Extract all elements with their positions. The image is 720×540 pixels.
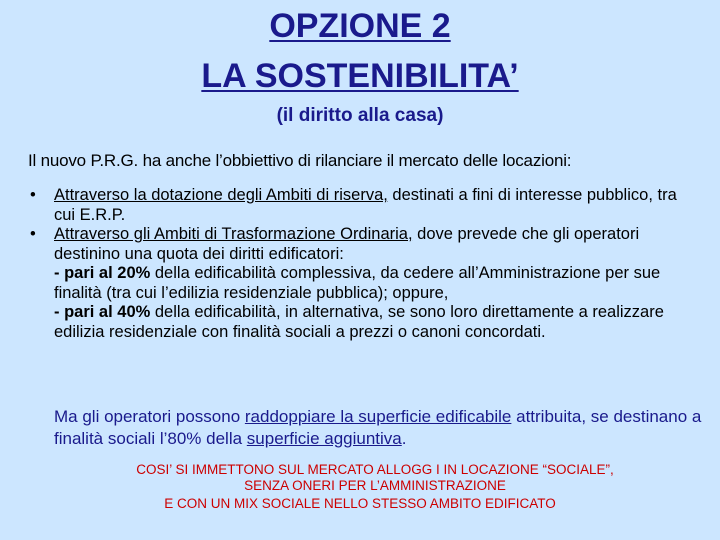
footer-line-1: COSI’ SI IMMETTONO SUL MERCATO ALLOGG I IN LOCAZIONE “SOCIALE”, [136,462,614,477]
bullet-2-text: dove prevede che gli operatori destinino una quota dei diritti edificatori: [54,225,640,263]
bullet-marker: • [30,225,36,243]
option-20-percent [54,264,698,303]
option-20-label: - pari al 20% [54,264,151,282]
slide-title-line-2: LA SOSTENIBILITA’ [201,57,519,95]
note-underlined-1: raddoppiare la superficie edificabile [244,407,512,426]
footer-statement [0,462,720,512]
bullet-2-lead: Attraverso gli Ambiti di Trasformazione Ordinaria, [54,225,413,243]
option-40-label: - pari al 40% [54,303,151,321]
option-40-text: della edificabilità, in alternativa, se sono loro direttamente a realizzare edilizia residenziale con finalità sociali a prezzi o canoni concordati. [54,303,664,341]
note-underlined-2: superficie aggiuntiva [246,429,402,448]
bullet-1-text: destinati a fini di interesse pubblico, tra cui E.R.P. [54,186,677,224]
note-paragraph [54,406,704,450]
bullet-1-lead: Attraverso la dotazione degli Ambiti di riserva, [54,186,388,204]
bullet-marker: • [30,186,36,204]
footer-line-3: E CON UN MIX SOCIALE NELLO STESSO AMBITO EDIFICATO [164,496,556,511]
bullet-list [28,186,698,342]
bullet-item-riserva [28,186,698,225]
bullet-item-trasformazione [28,225,698,342]
note-text-3: . [401,429,407,448]
footer-line-2: SENZA ONERI PER L’AMMINISTRAZIONE [244,478,506,493]
intro-paragraph: Il nuovo P.R.G. ha anche l’obbiettivo di rilanciare il mercato delle locazioni: [28,151,572,170]
note-text-2: attribuita, se destinano a finalità sociali l’80% della [54,407,702,448]
option-20-text: della edificabilità complessiva, da cedere all’Amministrazione per sue finalità (tra cui l’edilizia residenziale pubblica); oppure, [54,264,661,302]
slide-subtitle: (il diritto alla casa) [276,105,444,126]
option-40-percent [54,303,698,342]
note-text-1: Ma gli operatori possono [54,407,245,426]
slide-title-line-1: OPZIONE 2 [269,7,451,45]
